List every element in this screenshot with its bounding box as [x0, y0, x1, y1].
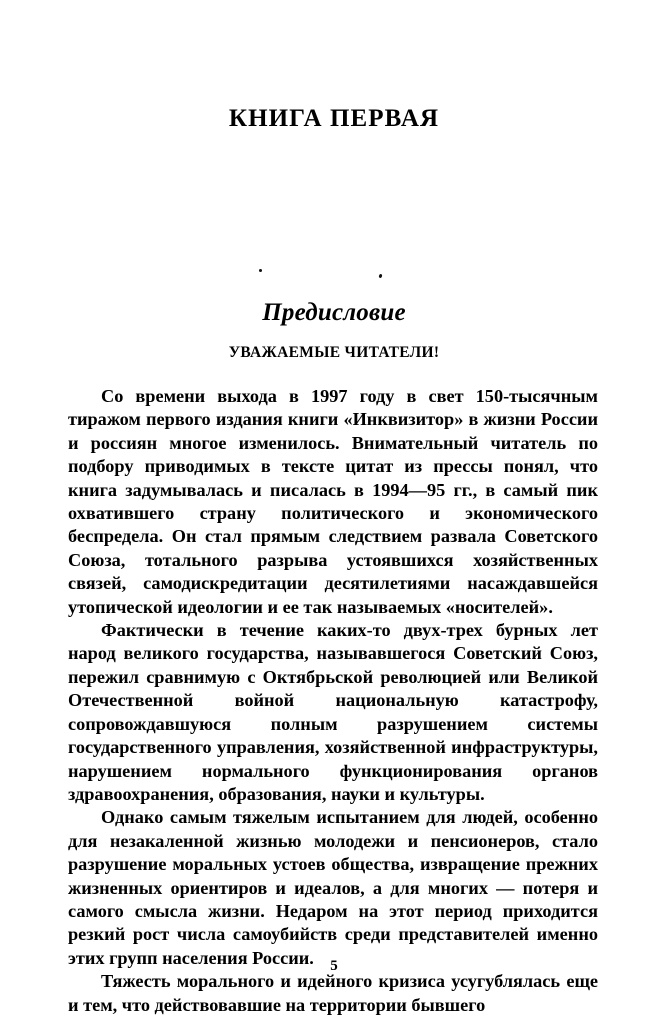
page-number: 5 [330, 958, 338, 974]
paragraph: Тяжесть морального и идейного кризиса усугублялась еще и тем, что действовавшие на территории бывшего [68, 971, 598, 1015]
paragraph: Однако самым тяжелым испытанием для людей, особенно для незакаленной жизнью молодежи и пенсионеров, стало разрушение моральных устоев общества, извращение прежних жизненных ориентиров и идеалов, а для многих — потеря и самого смысла жизни. Недаром на этот период приходится резкий рост числа самоубийств среди представителей именно этих групп населения России. [68, 807, 598, 968]
section-heading: Предисловие [262, 298, 406, 326]
part-title: КНИГА ПЕРВАЯ [228, 104, 440, 132]
paragraph: Фактически в течение каких-то двух-трех бурных лет народ великого государства, называвшегося Советский Союз, пережил сравнимую с Октябрьской революцией или Великой Отечественной войной национальную катастрофу, сопровождавшуюся полным разрушением системы государственного управления, хозяйственной инфраструктуры, нарушением нормального функционирования органов здравоохранения, образования, науки и культуры. [68, 620, 598, 804]
salutation: УВАЖАЕМЫЕ ЧИТАТЕЛИ! [228, 344, 440, 361]
paragraph: Со времени выхода в 1997 году в свет 150-тысячным тиражом первого издания книги «Инквизитор» в жизни России и россиян многое изменилось. Внимательный читатель по подбору приводимых в тексте цитат из прессы понял, что книга задумывалась и писалась в 1994—95 гг., в самый пик охватившего страну политического и экономического беспредела. Он стал прямым следствием развала Советского Союза, тотального разрыва устоявшихся хозяйственных связей, самодискредитации десятилетиями насаждавшейся утопической идеологии и ее так называемых «носителей». [68, 386, 598, 617]
body-text [68, 385, 598, 1017]
ink-speck-right-icon [378, 274, 382, 279]
ink-speck-left-icon [259, 269, 262, 272]
